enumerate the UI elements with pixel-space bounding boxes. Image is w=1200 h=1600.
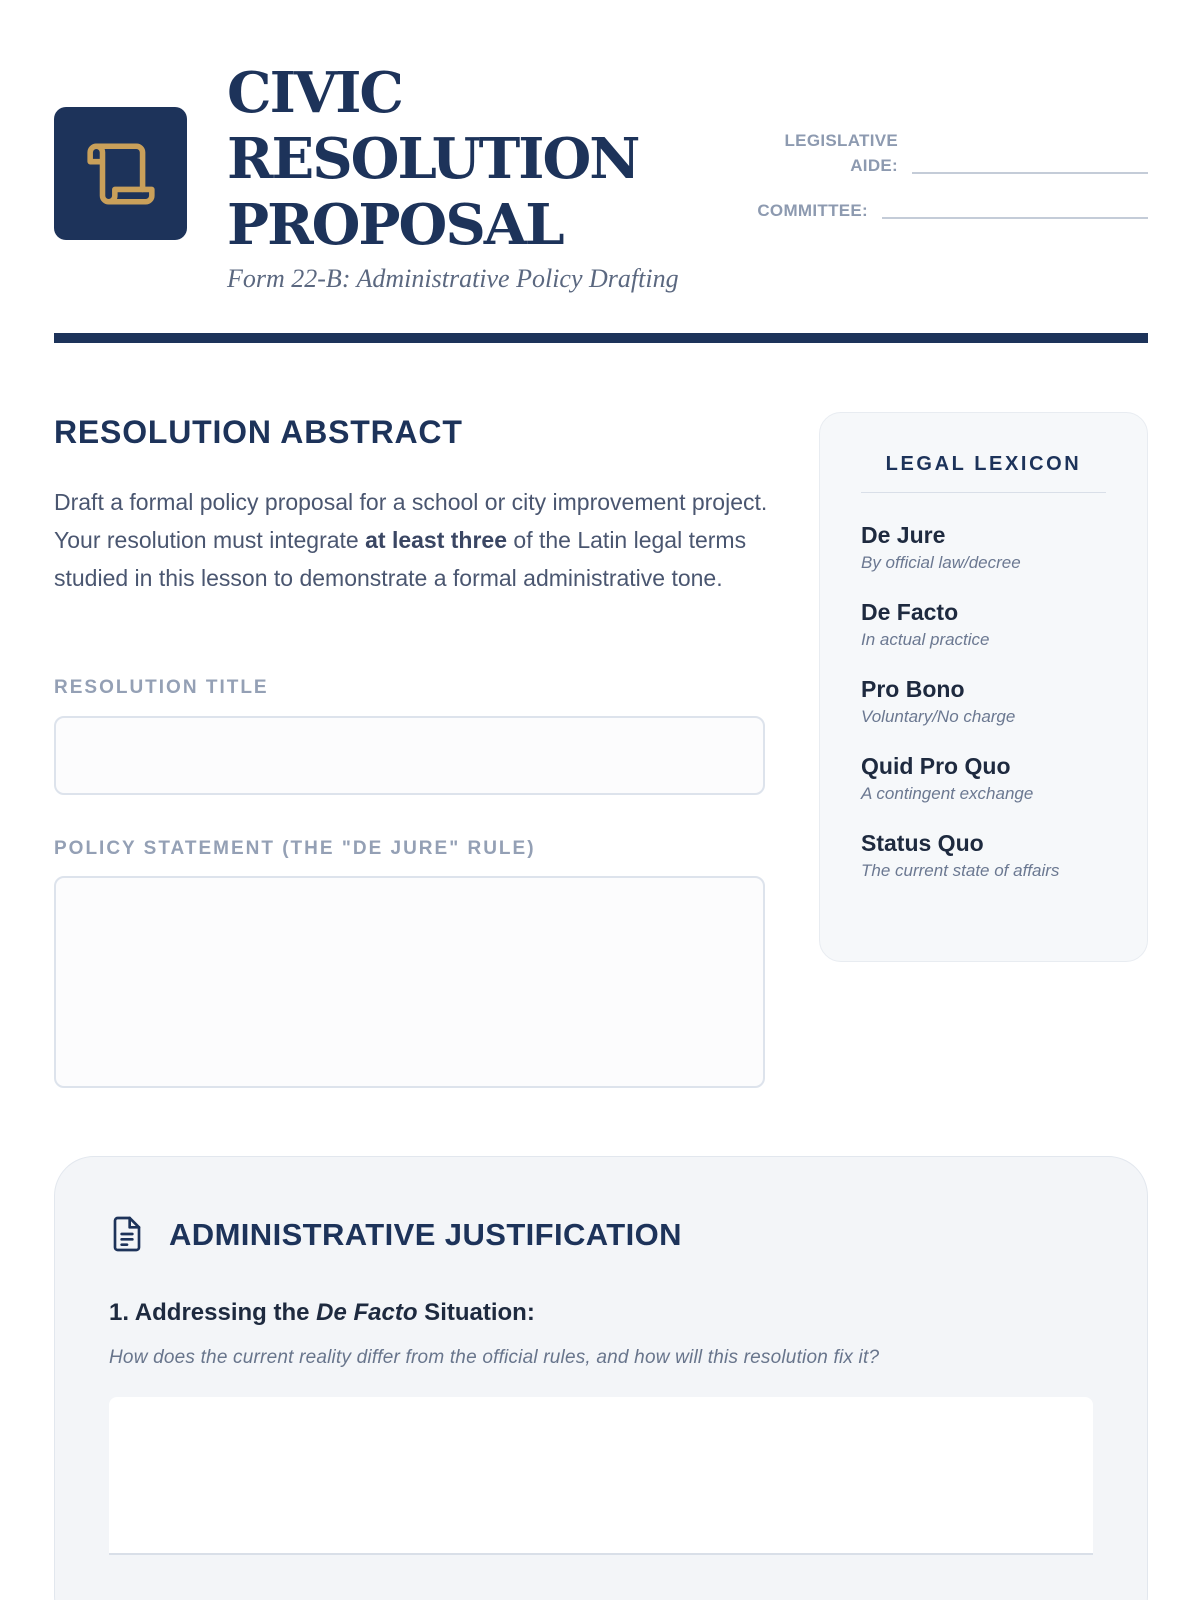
page-title-line: RESOLUTION	[227, 126, 639, 192]
legislative-aide-label-line1: LEGISLATIVE	[784, 131, 898, 150]
justification-section	[54, 1156, 1148, 1600]
lexicon-definition: By official law/decree	[861, 553, 1021, 572]
abstract-text-end: of the Latin legal terms studied in this lesson to demonstrate a formal administrative tone.	[54, 527, 747, 591]
lexicon-term: De Jure	[861, 522, 946, 548]
lexicon-term: De Facto	[861, 599, 959, 625]
policy-statement-label: POLICY STATEMENT (THE "DE JURE" RULE)	[54, 838, 536, 859]
legislative-aide-label	[748, 128, 898, 178]
scroll-icon	[84, 137, 158, 211]
abstract-heading: RESOLUTION ABSTRACT	[54, 414, 463, 450]
lexicon-term: Quid Pro Quo	[861, 753, 1011, 779]
form-header	[54, 40, 1148, 340]
lexicon-term: Status Quo	[861, 830, 984, 856]
page-subtitle: Form 22-B: Administrative Policy Drafting	[227, 264, 679, 293]
abstract-text-start: Draft a formal policy proposal for a school or city improvement project. Your resolution must integrate	[54, 489, 768, 553]
abstract-text	[54, 483, 774, 597]
committee-field[interactable]	[882, 217, 1148, 219]
title-block	[227, 60, 679, 294]
lexicon-definition: Voluntary/No charge	[861, 707, 1016, 726]
lexicon-term: Pro Bono	[861, 676, 965, 702]
header-divider	[54, 333, 1148, 343]
resolution-title-input[interactable]	[54, 716, 765, 795]
lexicon-item	[861, 598, 1106, 650]
lexicon-title: LEGAL LEXICON	[861, 453, 1106, 493]
lexicon-definition: A contingent exchange	[861, 784, 1034, 803]
page-title-line: CIVIC	[227, 60, 402, 126]
policy-statement-textarea[interactable]	[54, 876, 765, 1088]
legislative-aide-label-line2: AIDE:	[850, 156, 898, 175]
document-icon	[111, 1215, 143, 1253]
lexicon-item	[861, 829, 1106, 881]
committee-label: COMMITTEE:	[757, 201, 868, 220]
lexicon-item	[861, 675, 1106, 727]
legal-lexicon-panel	[819, 412, 1148, 962]
header-fields	[748, 128, 1148, 243]
page-title-line: PROPOSAL	[227, 192, 563, 258]
question-1-prefix: 1. Addressing the	[109, 1299, 317, 1326]
question-1-emphasis: De Facto	[316, 1299, 418, 1326]
committee-row	[748, 198, 1148, 223]
legislative-aide-field[interactable]	[912, 172, 1148, 174]
question-1-hint: How does the current reality differ from the official rules, and how will this resolution fix it?	[109, 1347, 880, 1368]
lexicon-definition: In actual practice	[861, 630, 990, 649]
lexicon-item	[861, 752, 1106, 804]
question-1-answer-field[interactable]	[109, 1397, 1093, 1555]
question-1-suffix: Situation:	[417, 1299, 535, 1326]
lexicon-definition: The current state of affairs	[861, 861, 1060, 880]
question-1-title	[109, 1299, 535, 1327]
lexicon-item	[861, 521, 1106, 573]
legislative-aide-row	[748, 128, 1148, 178]
logo-badge	[54, 107, 187, 240]
justification-heading: ADMINISTRATIVE JUSTIFICATION	[169, 1217, 682, 1252]
abstract-text-emphasis: at least three	[365, 527, 508, 553]
resolution-title-label: RESOLUTION TITLE	[54, 677, 269, 698]
